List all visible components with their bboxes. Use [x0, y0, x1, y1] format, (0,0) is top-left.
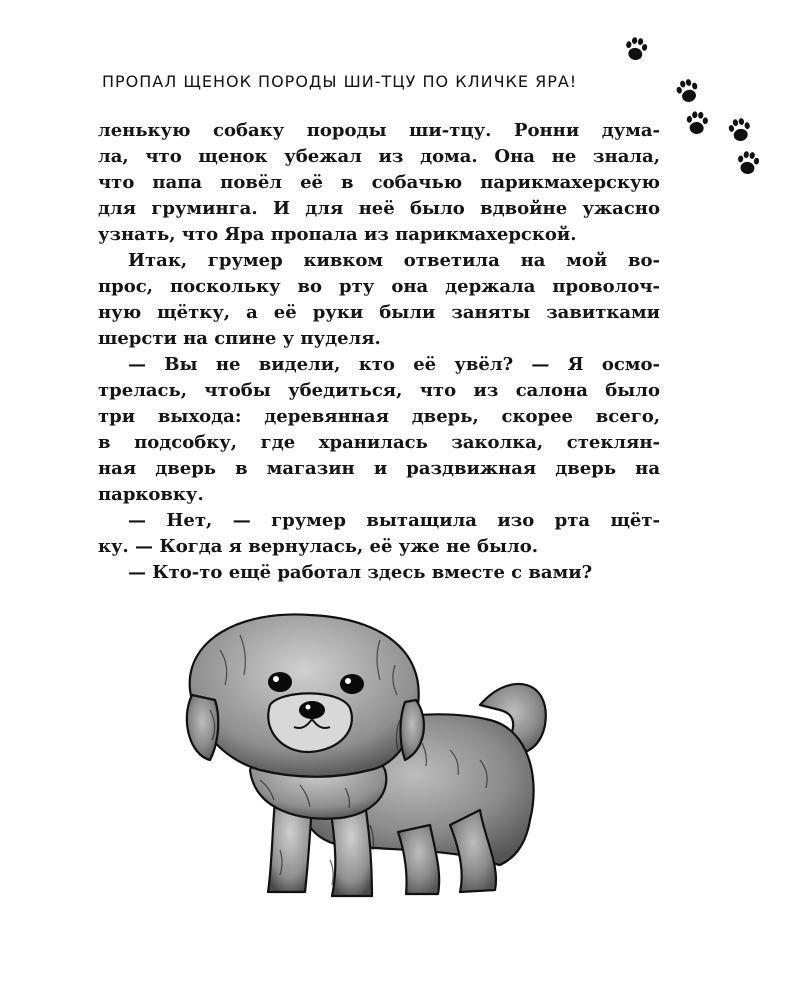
text-line: ку. — Когда я вернулась, её уже не было. — [98, 536, 539, 557]
text-line: ная дверь в магазин и раздвижная дверь на — [98, 458, 660, 479]
text-line: парковку. — [98, 484, 204, 505]
text-line: что папа повёл её в собачью парикмахерскую — [98, 172, 660, 193]
text-line: узнать, что Яра пропала из парикмахерской. — [98, 224, 577, 245]
text-line: для груминга. И для неё было вдвойне ужасно — [98, 198, 660, 219]
text-line: трелась, чтобы убедиться, что из салона было — [98, 380, 660, 401]
body-text — [98, 118, 660, 586]
text-line: шерсти на спине у пуделя. — [98, 328, 381, 349]
text-line: прос, поскольку во рту она держала проволоч- — [98, 276, 660, 297]
text-line: — Нет, — грумер вытащила изо рта щёт- — [128, 510, 660, 531]
shih-tzu-illustration — [180, 610, 560, 910]
chapter-header: ПРОПАЛ ЩЕНОК ПОРОДЫ ШИ-ТЦУ ПО КЛИЧКЕ ЯРА! — [102, 72, 578, 91]
paw-print-icon — [675, 77, 701, 104]
text-line: ную щётку, а её руки были заняты завитками — [98, 302, 660, 323]
paw-print-icon — [727, 117, 752, 143]
text-line: в подсобку, где хранилась заколка, стеклян- — [98, 432, 660, 453]
paw-print-icon — [736, 150, 760, 175]
dog-nose — [299, 701, 325, 719]
text-line: Итак, грумер кивком ответила на мой во- — [128, 250, 660, 271]
text-line: — Кто-то ещё работал здесь вместе с вами? — [128, 562, 593, 583]
paw-print-icon — [624, 36, 649, 62]
text-line: три выхода: деревянная дверь, скорее всего, — [98, 406, 660, 427]
text-line: ленькую собаку породы ши-тцу. Ронни дума- — [98, 120, 660, 141]
text-line: ла, что щенок убежал из дома. Она не знала, — [98, 146, 660, 167]
paw-print-icon — [686, 111, 709, 135]
text-line: — Вы не видели, кто её увёл? — Я осмо- — [128, 354, 660, 375]
